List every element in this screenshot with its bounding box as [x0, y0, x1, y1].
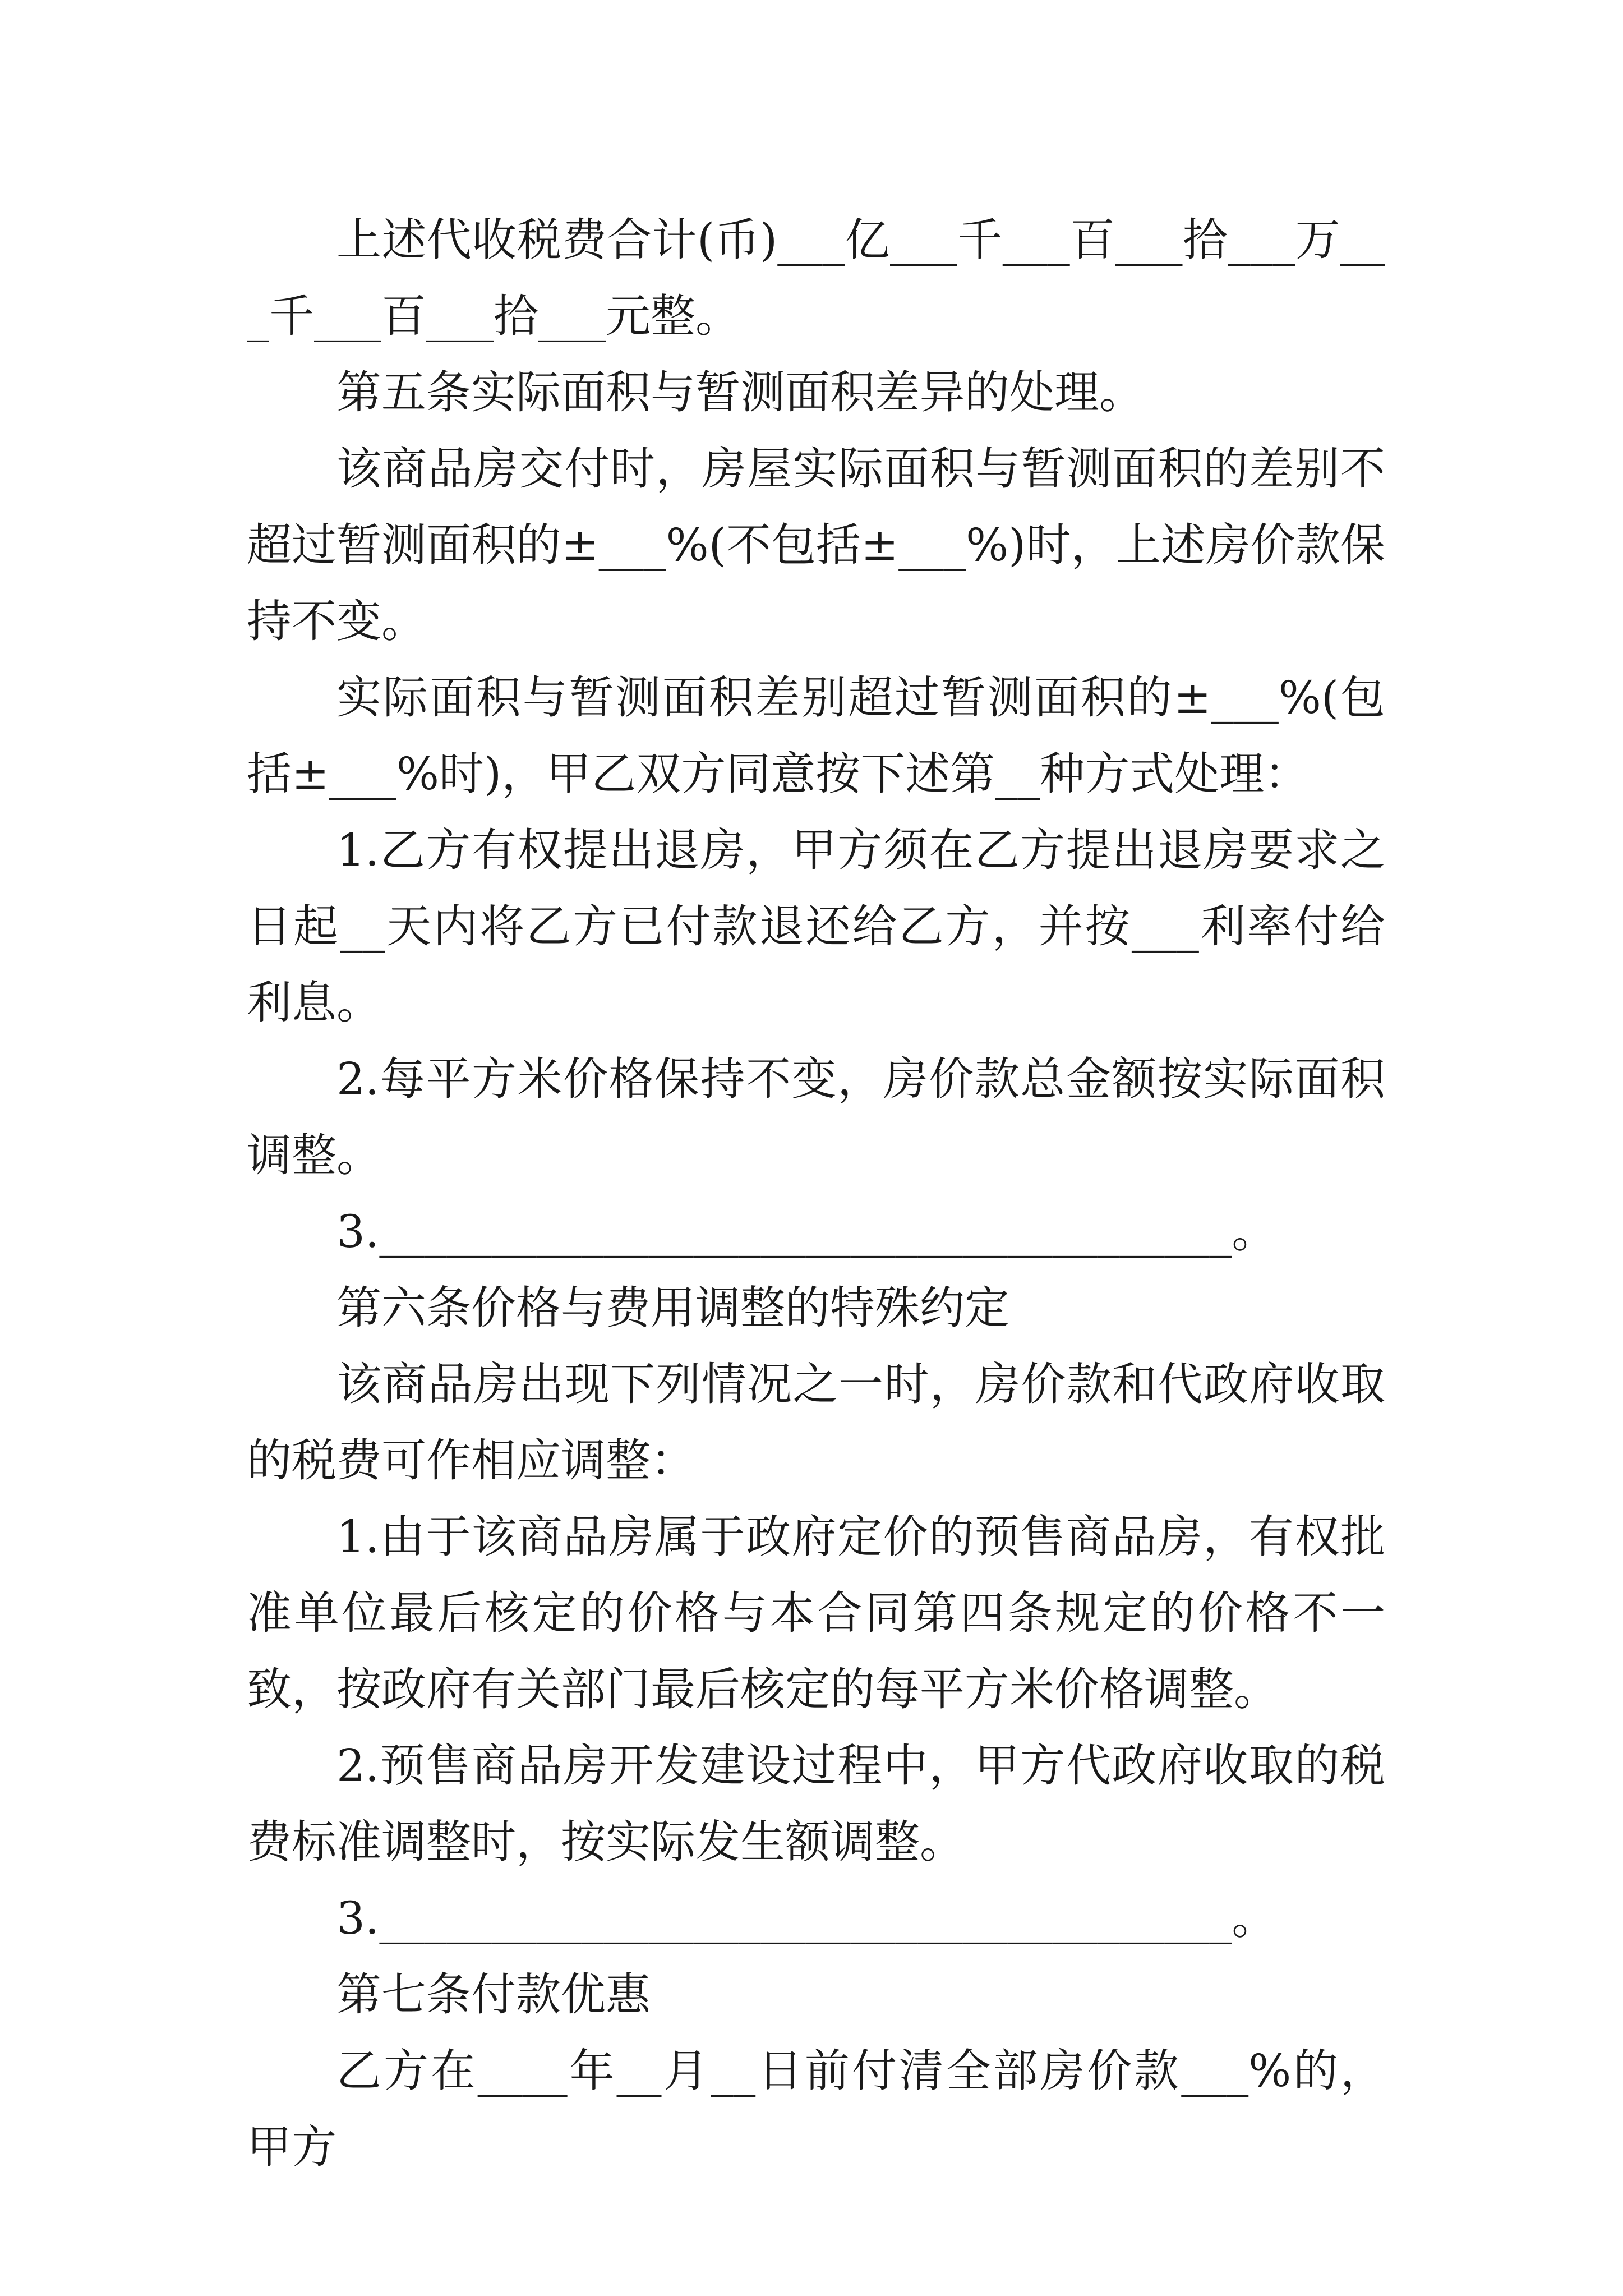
paragraph-tax-total: 上述代收税费合计(币)___亿___千___百___拾___万___千___百___拾___元整。 — [247, 214, 1385, 342]
list-item-option-1: 1.乙方有权提出退房，甲方须在乙方提出退房要求之日起__天内将乙方已付款退还给乙方，并按___利率付给利息。 — [247, 824, 1385, 1029]
paragraph-price-adjustment: 该商品房出现下列情况之一时，房价款和代政府收取的税费可作相应调整： — [247, 1358, 1385, 1487]
list-item-option-2: 2.每平方米价格保持不变，房价款总金额按实际面积调整。 — [247, 1053, 1385, 1181]
list-item-adjustment-3: 3.______________________________________。 — [336, 1892, 1277, 1944]
list-item-adjustment-1: 1.由于该商品房属于政府定价的预售商品房，有权批准单位最后核定的价格与本合同第四条规定的价格不一致，按政府有关部门最后核定的每平方米价格调整。 — [247, 1511, 1385, 1715]
paragraph-area-exceeds-tolerance: 实际面积与暂测面积差别超过暂测面积的±___%(包括±___%时)，甲乙双方同意按下述第__种方式处理： — [247, 671, 1385, 800]
paragraph-area-within-tolerance: 该商品房交付时，房屋实际面积与暂测面积的差别不超过暂测面积的±___%(不包括±___%)时，上述房价款保持不变。 — [247, 443, 1385, 647]
heading-article-7: 第七条付款优惠 — [336, 1968, 651, 2021]
heading-article-5: 第五条实际面积与暂测面积差异的处理。 — [336, 366, 1144, 418]
paragraph-payment-discount: 乙方在____年__月__日前付清全部房价款___%的，甲方 — [247, 2045, 1385, 2173]
list-item-adjustment-2: 2.预售商品房开发建设过程中，甲方代政府收取的税费标准调整时，按实际发生额调整。 — [247, 1740, 1385, 1868]
list-item-option-3: 3.______________________________________。 — [336, 1205, 1277, 1258]
document-body — [247, 202, 1385, 2185]
heading-article-6: 第六条价格与费用调整的特殊约定 — [336, 1282, 1009, 1334]
